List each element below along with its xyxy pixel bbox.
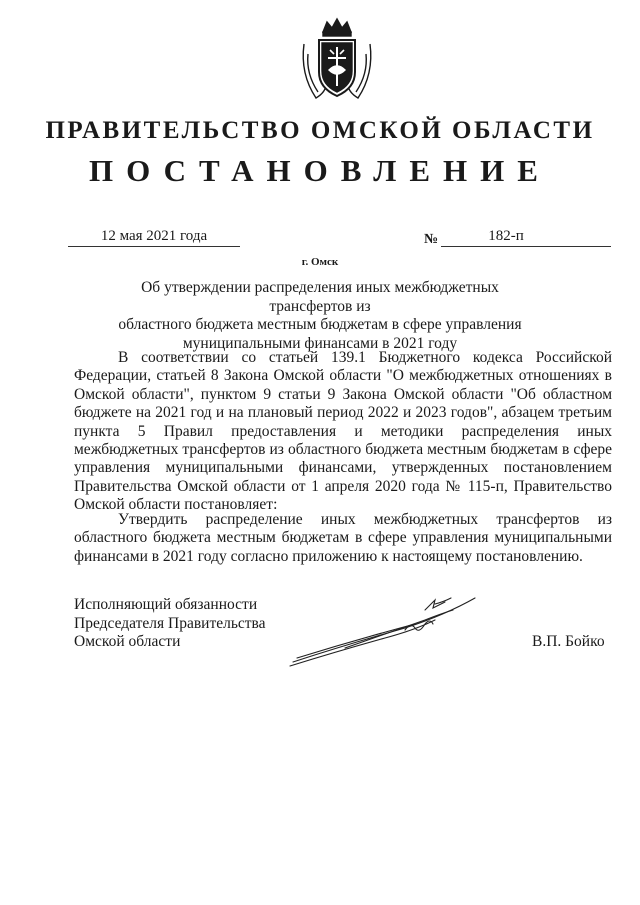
city: г. Омск — [301, 256, 339, 268]
signer-title-line: Омской области — [74, 633, 181, 650]
subject-line: Об утверждении распределения иных межбюджетных трансфертов из — [141, 279, 499, 315]
document-number: 182-п — [488, 228, 524, 244]
body-paragraph: В соответствии со статьей 139.1 Бюджетного кодекса Российской Федерации, статьей 8 Закона Омской области "О межбюджетных отношениях в Омской области", пунктом 9 статьи 9 Закона Омской области "Об областном бюджете на 2021 год и на плановый период 2022 и 2023 годов", абзацем третьим пункта 5 Правил предоставления и методики распределения иных межбюджетных трансфертов из областного бюджета местным бюджетам в сфере управления муниципальными финансами, утвержденных постановлением Правительства Омской области от 1 апреля 2020 года № 115-п, Правительство Омской области постановляет: — [74, 349, 612, 514]
number-sign: № — [424, 232, 439, 247]
signer-title-line: Председателя Правительства — [74, 614, 266, 632]
signer-name: В.П. Бойко — [532, 633, 605, 650]
subject-line: областного бюджета местным бюджетам в сфере управления — [118, 316, 522, 333]
signature-icon — [285, 590, 485, 670]
signer-title-line: Исполняющий обязанности — [74, 596, 258, 613]
signer-title — [74, 596, 266, 652]
document-type: ПОСТАНОВЛЕНИЕ — [89, 153, 551, 188]
body-paragraph: Утвердить распределение иных межбюджетных трансфертов из областного бюджета местным бюджетам в сфере управления муниципальными финансами в 2021 году согласно приложению к настоящему постановлению. — [74, 511, 612, 565]
subject-line: муниципальными финансами в 2021 году — [182, 334, 458, 352]
coat-of-arms-icon — [296, 14, 378, 104]
document-date: 12 мая 2021 года — [100, 228, 208, 244]
document-subject — [100, 279, 540, 353]
issuer-title: ПРАВИТЕЛЬСТВО ОМСКОЙ ОБЛАСТИ — [45, 117, 595, 144]
